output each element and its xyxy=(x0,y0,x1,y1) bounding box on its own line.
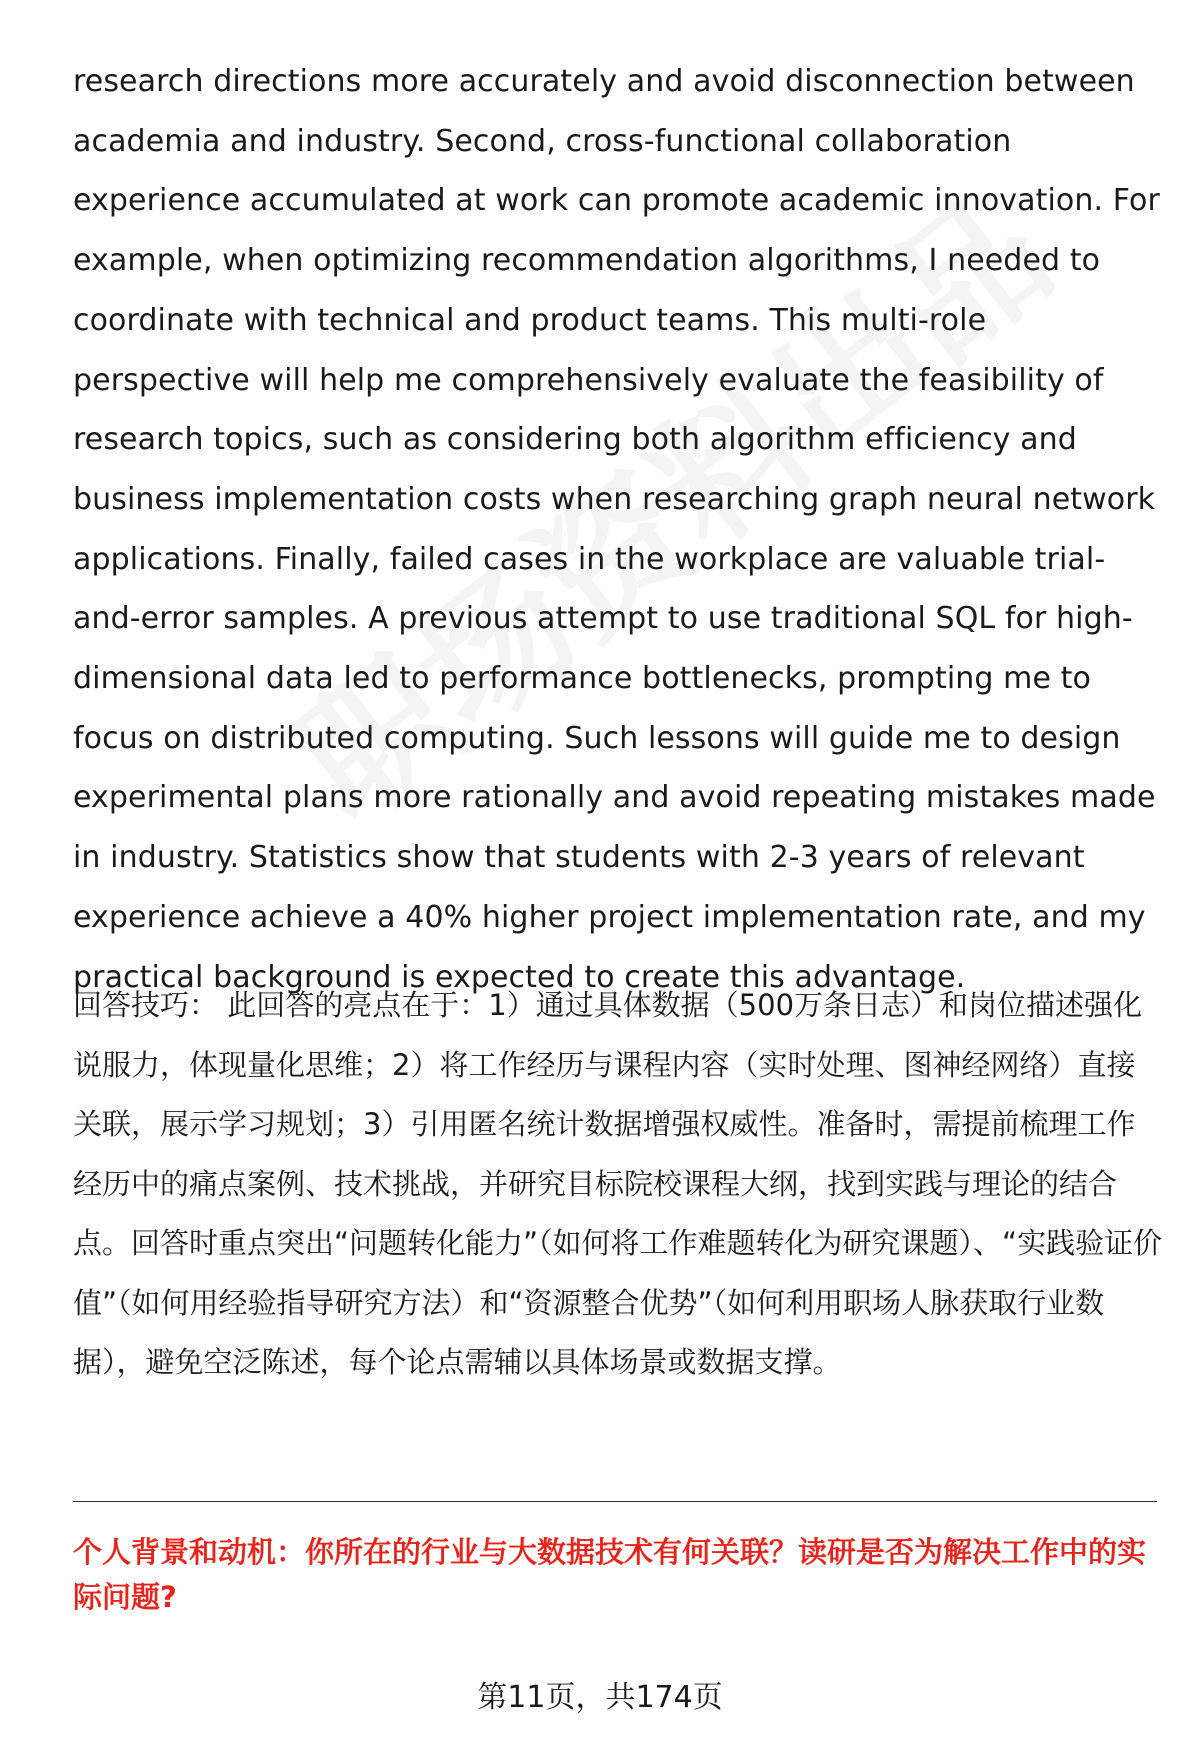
question-heading: 个人背景和动机：你所在的行业与大数据技术有何关联？读研是否为解决工作中的实际问题? xyxy=(73,1535,1147,1614)
page-footer: 第11页，共174页 xyxy=(477,1680,723,1715)
answer-tips-paragraph: 回答技巧： 此回答的亮点在于：1）通过具体数据（500万条日志）和岗位描述强化说服力，体现量化思维；2）将工作经历与课程内容（实时处理、图神经网络）直接关联，展示学习规划；3）引用匿名统计数据增强权威性。准备时，需提前梳理工作经历中的痛点案例、技术挑战，并研究目标院校课程大纲，找到实践与理论的结合点。回答时重点突出“问题转化能力”（如何将工作难题转化为研究课题）、“实践验证价值”（如何用经验指导研究方法）和“资源整合优势”（如何利用职场人脉获取行业数据），避免空泛陈述，每个论点需辅以具体场景或数据支撑。 xyxy=(73,988,1163,1379)
answer-body-paragraph: research directions more accurately and avoid disconnection between academia and industry. Second, cross-functional collaboration experience accumulated at work can promote academic innovation. For example, when optimizing recommendation algorithms, I needed to coordinate with technical and product teams. This multi-role perspective will help me comprehensively evaluate the feasibility of research topics, such as considering both algorithm efficiency and business implementation costs when researching graph neural network applications. Finally, failed cases in the workplace are valuable trial-and-error samples. A previous attempt to use traditional SQL for high-dimensional data led to performance bottlenecks, prompting me to focus on distributed computing. Such lessons will guide me to design experimental plans more rationally and avoid repeating mistakes made in industry. Statistics show that students with 2-3 years of relevant experience achieve a 40% higher project implementation rate, and my practical background is expected to create this advantage. xyxy=(73,64,1160,995)
section-divider xyxy=(73,1501,1157,1502)
